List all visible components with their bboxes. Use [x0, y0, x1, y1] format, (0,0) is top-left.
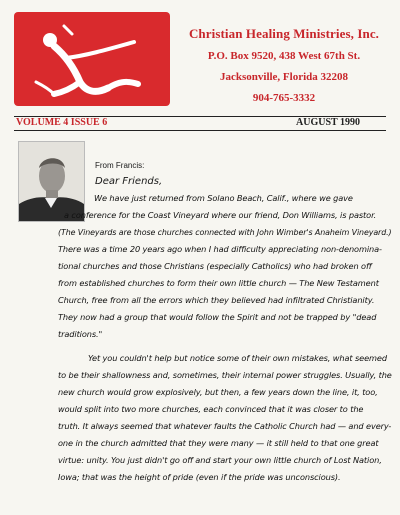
letter-line: We have just returned from Solano Beach, Calif., where we gave — [94, 193, 353, 203]
letter-line: (The Vineyards are those churches connected with John Wimber's Anaheim Vineyard.) — [58, 227, 392, 237]
letter-line: Iowa; that was the height of pride (even if the pride was unconscious). — [58, 472, 341, 482]
address-line-2: Jacksonville, Florida 32208 — [219, 71, 349, 83]
letter-line: Church, free from all the errors which they believed had infiltrated Christianity. — [58, 295, 375, 305]
letter-from: From Francis: — [95, 161, 145, 170]
letter-line: traditions." — [58, 329, 103, 339]
letter-line: a conference for the Coast Vineyard where our friend, Don Williams, is pastor. — [64, 210, 377, 220]
letter-line: truth. It always seemed that whatever faults the Catholic Church had — and every- — [58, 421, 392, 431]
letter-greeting: Dear Friends, — [95, 176, 163, 187]
letter-line: to be their shallowness and, sometimes, their internal power struggles. Usually, the — [58, 370, 392, 380]
letter-line: one in the church admitted that they were many — it still held to that one great — [58, 438, 379, 448]
letter-line: There was a time 20 years ago when I had difficulty appreciating non-denomina- — [58, 244, 382, 254]
letter-line: They now had a group that would follow the Spirit and not be trapped by "dead — [58, 312, 377, 322]
organization-name: Christian Healing Ministries, Inc. — [188, 26, 380, 41]
issue-date: AUGUST 1990 — [296, 117, 360, 128]
address-line-1: P.O. Box 9520, 438 West 67th St. — [207, 50, 361, 62]
volume-issue: VOLUME 4 ISSUE 6 — [16, 117, 108, 128]
letter-line: would split into two more churches, each convinced that it was closer to the — [58, 404, 364, 414]
letter-line: from established churches to form their own little church — The New Testament — [58, 278, 379, 288]
letter-line: new church would grow explosively, but then, a few years down the line, it, too, — [58, 387, 378, 397]
phone-number: 904-765-3332 — [252, 92, 316, 104]
letter-line: virtue: unity. You just didn't go off and start your own little church of Lost Nation, — [58, 455, 382, 465]
letter-line: tional churches and those Christians (especially Catholics) who had broken off — [58, 261, 372, 271]
letter-line: Yet you couldn't help but notice some of their own mistakes, what seemed — [88, 353, 387, 363]
